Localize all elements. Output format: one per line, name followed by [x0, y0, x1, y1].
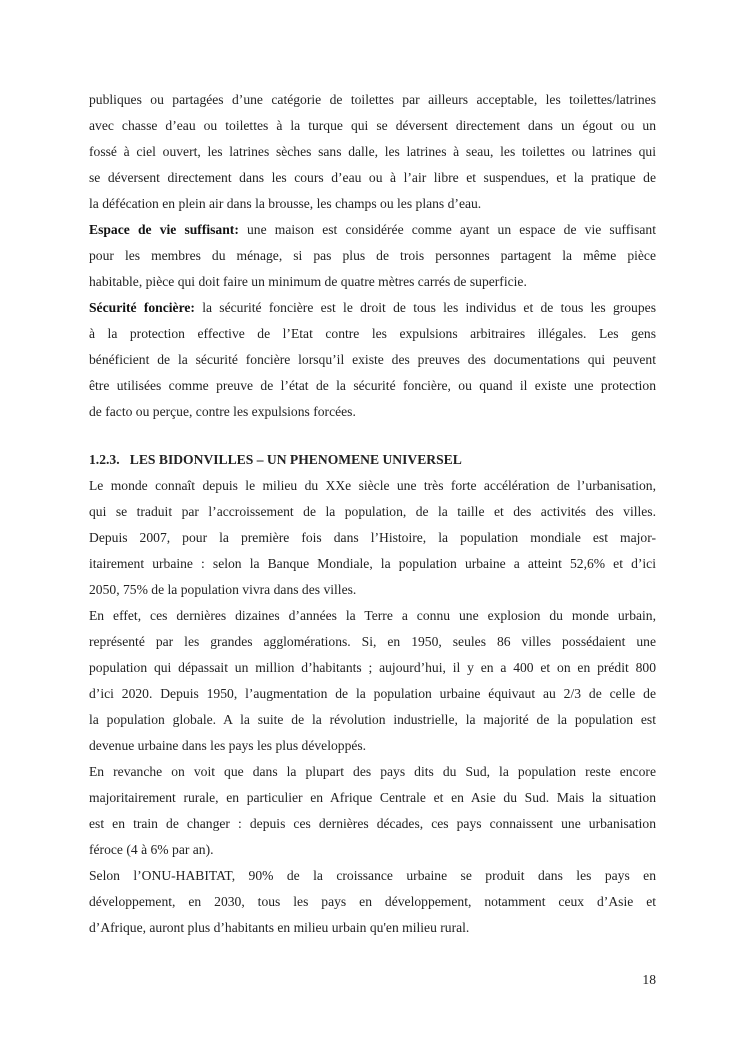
definition-espace-first-line: [89, 217, 656, 243]
paragraph-line: développement, en 2030, tous les pays en développement, notamment ceux d’Asie et: [89, 894, 656, 909]
paragraph-line: est en train de changer : depuis ces dernières décades, ces pays connaissent une urbanisation: [89, 816, 656, 831]
paragraph-line: de facto ou perçue, contre les expulsions forcées.: [89, 404, 356, 419]
paragraph-line: être utilisées comme preuve de l’état de la sécurité foncière, ou quand il existe une protection: [89, 378, 656, 393]
paragraph-line: 2050, 75% de la population vivra dans des villes.: [89, 582, 357, 597]
paragraph-line: féroce (4 à 6% par an).: [89, 842, 214, 857]
paragraph-line: d’ici 2020. Depuis 1950, l’augmentation de la population urbaine équivaut au 2/3 de celle de: [89, 686, 656, 701]
paragraph-line: fossé à ciel ouvert, les latrines sèches sans dalle, les latrines à seau, les toilettes ou latrines qui: [89, 144, 656, 159]
paragraph-line: la population globale. A la suite de la révolution industrielle, la majorité de la population est: [89, 712, 656, 727]
definition-text: une maison est considérée comme ayant un espace de vie suffisant: [238, 222, 656, 237]
paragraph-line: itairement urbaine : selon la Banque Mondiale, la population urbaine a atteint 52,6% et d’ici: [89, 556, 656, 571]
paragraph-line: représenté par les grandes agglomérations. Si, en 1950, seules 86 villes possédaient une: [89, 634, 656, 649]
term-securite: Sécurité foncière:: [89, 300, 195, 315]
paragraph-line: Le monde connaît depuis le milieu du XXe siècle une très forte accélération de l’urbanisation,: [89, 478, 656, 493]
paragraph-line: habitable, pièce qui doit faire un minimum de quatre mètres carrés de superficie.: [89, 274, 527, 289]
paragraph-line: En effet, ces dernières dizaines d’années la Terre a connu une explosion du monde urbain,: [89, 608, 656, 623]
paragraph-line: population qui dépassait un million d’habitants ; aujourd’hui, il y en a 400 et on en prédit 800: [89, 660, 656, 675]
paragraph-line: En revanche on voit que dans la plupart des pays dits du Sud, la population reste encore: [89, 764, 656, 779]
paragraph-line: Depuis 2007, pour la première fois dans l’Histoire, la population mondiale est major-: [89, 530, 656, 545]
paragraph-line: se déversent directement dans les cours d’eau ou à l’air libre et suspendues, et la pratique de: [89, 170, 656, 185]
paragraph-line: qui se traduit par l’accroissement de la population, de la taille et des activités des villes.: [89, 504, 656, 519]
paragraph-line: majoritairement rurale, en particulier en Afrique Centrale et en Asie du Sud. Mais la situation: [89, 790, 656, 805]
paragraph-line: bénéficient de la sécurité foncière lorsqu’il existe des preuves des documentations qui peuvent: [89, 352, 656, 367]
paragraph-line: avec chasse d’eau ou toilettes à la turque qui se déversent directement dans un égout ou un: [89, 118, 656, 133]
section-heading: 1.2.3. LES BIDONVILLES – UN PHENOMENE UNIVERSEL: [89, 452, 462, 467]
definition-securite-first-line: [89, 295, 656, 321]
page-number: 18: [642, 972, 656, 987]
definition-text: la sécurité foncière est le droit de tous les individus et de tous les groupes: [194, 300, 656, 315]
term-espace: Espace de vie suffisant:: [89, 222, 239, 237]
paragraph-line: d’Afrique, auront plus d’habitants en milieu urbain qu'en milieu rural.: [89, 920, 470, 935]
paragraph-line: la défécation en plein air dans la brousse, les champs ou les plans d’eau.: [89, 196, 482, 211]
paragraph-line: à la protection effective de l’Etat contre les expulsions arbitraires illégales. Les gens: [89, 326, 656, 341]
paragraph-line: devenue urbaine dans les pays les plus développés.: [89, 738, 367, 753]
paragraph-line: publiques ou partagées d’une catégorie de toilettes par ailleurs acceptable, les toilettes/latrines: [89, 92, 656, 107]
paragraph-line: Selon l’ONU-HABITAT, 90% de la croissance urbaine se produit dans les pays en: [89, 868, 656, 883]
paragraph-line: pour les membres du ménage, si pas plus de trois personnes partagent la même pièce: [89, 248, 656, 263]
